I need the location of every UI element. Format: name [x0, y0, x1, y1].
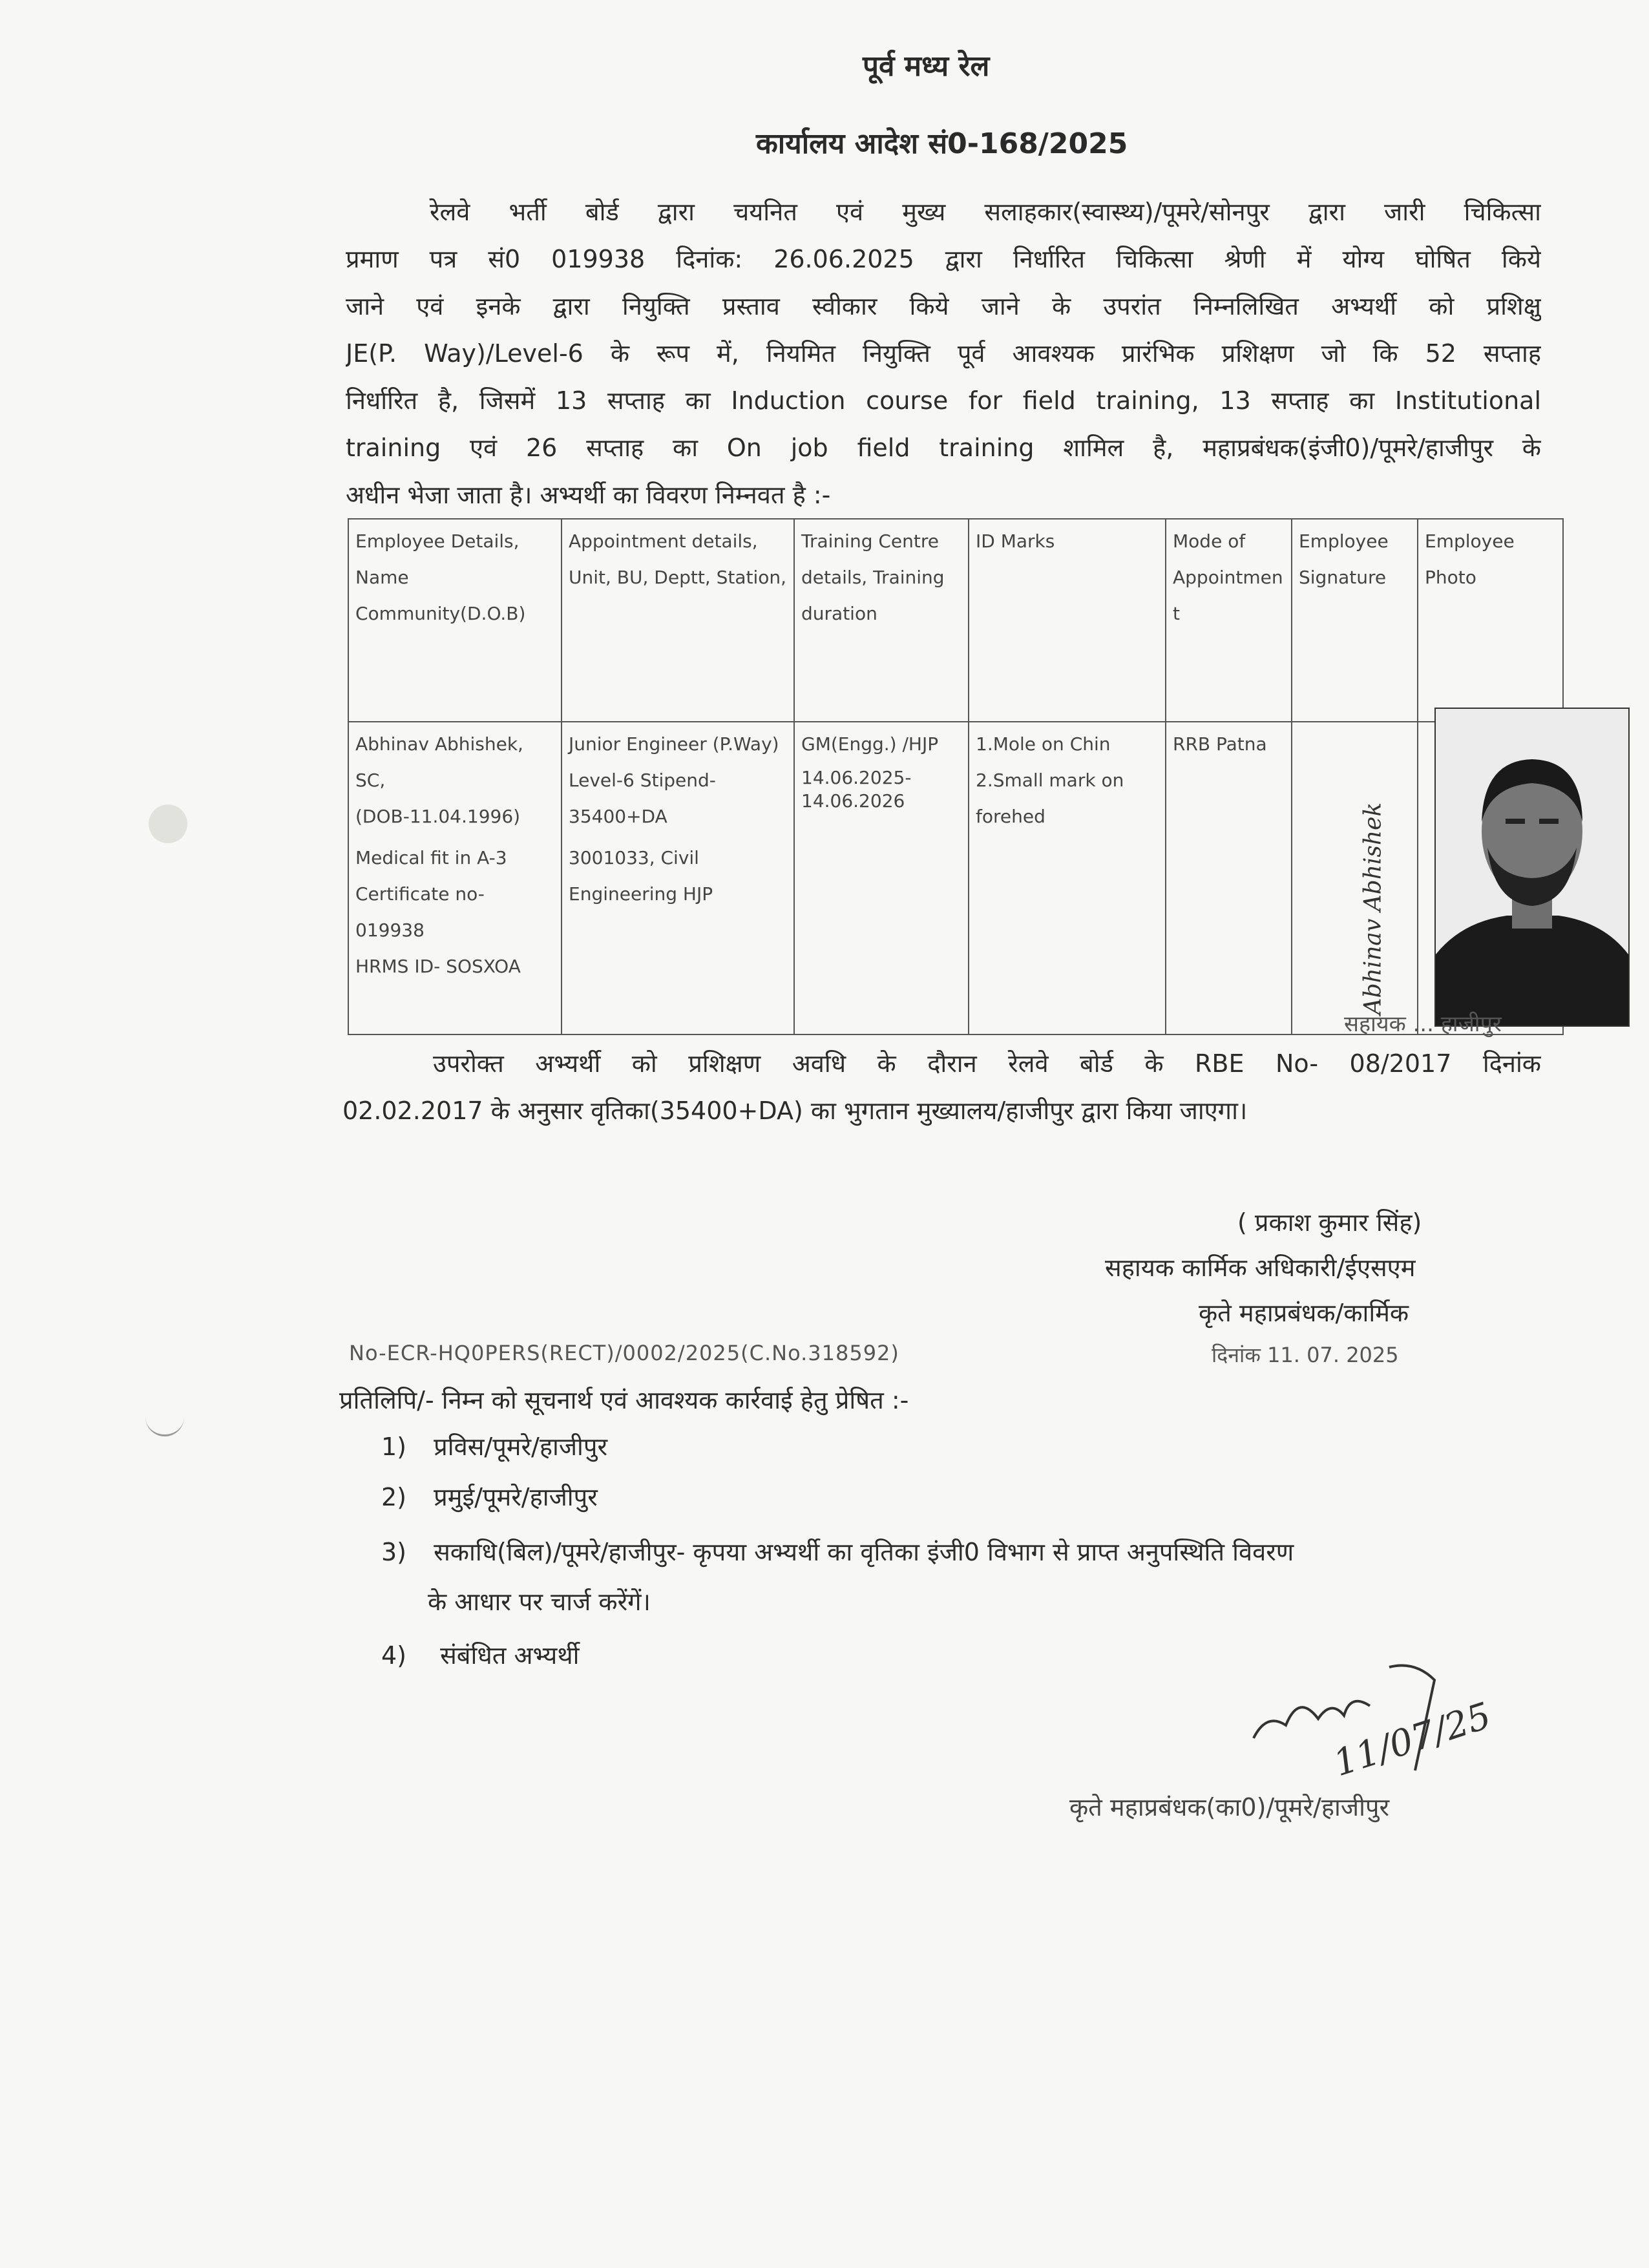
employee-medical: Medical fit in A-3 Certificate no- 019938 — [355, 847, 507, 941]
order-number: कार्यालय आदेश सं0-168/2025 — [756, 127, 1128, 160]
employee-signature — [1334, 737, 1412, 1034]
copy-to-item — [381, 1480, 598, 1513]
appointment-post: Junior Engineer (P.Way) Level-6 Stipend-35400+DA — [569, 733, 779, 827]
stipend-line: उपरोक्त अभ्यर्थी को प्रशिक्षण अवधि के दौरान रेलवे बोर्ड के RBE No- 08/2017 दिनांक — [433, 1049, 1541, 1078]
intro-line: अधीन भेजा जाता है। अभ्यर्थी का विवरण निम्नवत है :- — [346, 481, 831, 509]
order-date: दिनांक 11. 07. 2025 — [1212, 1343, 1399, 1367]
training-duration: 14.06.2025- 14.06.2026 — [801, 767, 912, 812]
copy-item-number: 1) — [381, 1433, 407, 1461]
cell-id-marks — [969, 722, 1166, 1034]
copy-item-text: संबंधित अभ्यर्थी — [440, 1641, 580, 1670]
appointment-unit: 3001033, Civil Engineering HJP — [569, 847, 713, 905]
copy-to-item — [381, 1535, 1294, 1568]
punch-hole-mark — [145, 1415, 184, 1436]
bottom-signatory-for: कृते महाप्रबंधक(का0)/पूमरे/हाजीपुर — [1069, 1793, 1390, 1822]
intro-line: जाने एवं इनके द्वारा नियुक्ति प्रस्ताव स्वीकार किये जाने के उपरांत निम्नलिखित अभ्यर्थी को प्रशिक्षु — [346, 292, 1541, 320]
header-mode-of-appointment: Mode of Appointment — [1166, 519, 1292, 722]
intro-line: training एवं 26 सप्ताह का On job field training शामिल है, महाप्रबंधक(इंजी0)/पूमरे/हाजीपुर के — [346, 434, 1541, 462]
copy-to-heading: प्रतिलिपि/- निम्न को सूचनार्थ एवं आवश्यक कार्रवाई हेतु प्रेषित :- — [339, 1386, 909, 1414]
copy-item-text: प्रविस/पूमरे/हाजीपुर — [434, 1433, 608, 1461]
copy-to-item — [381, 1429, 607, 1463]
handwritten-initials — [1241, 1654, 1512, 1796]
header-employee-photo: Employee Photo — [1418, 519, 1563, 722]
intro-paragraph — [346, 189, 1541, 519]
office-stamp — [1344, 1008, 1502, 1038]
copy-item-number: 3) — [381, 1538, 407, 1566]
copy-item-number: 2) — [381, 1483, 407, 1511]
signature-text: Abhinav Abhishek — [1360, 802, 1387, 1015]
reference-number: No-ECR-HQ0PERS(RECT)/0002/2025(C.No.318592) — [349, 1341, 899, 1365]
intro-line: JE(P. Way)/Level-6 के रूप में, नियमित नियुक्ति पूर्व आवश्यक प्रारंभिक प्रशिक्षण जो कि 52 सप्ताह — [346, 339, 1541, 368]
mode-of-appointment: RRB Patna — [1173, 733, 1267, 755]
intro-line: रेलवे भर्ती बोर्ड द्वारा चयनित एवं मुख्य सलाहकार(स्वास्थ्य)/पूमरे/सोनपुर द्वारा जारी चिकित्सा — [430, 198, 1541, 226]
training-centre: GM(Engg.) /HJP — [801, 733, 939, 755]
table-header-row — [348, 519, 1563, 722]
cell-employee — [348, 722, 562, 1034]
cell-training — [794, 722, 969, 1034]
id-mark-2: 2.Small mark on forehed — [976, 770, 1124, 827]
employee-hrms-id: HRMS ID- SOSXOA — [355, 956, 521, 977]
handwritten-date: 11/07/25 — [1329, 1694, 1497, 1785]
signatory-name: ( प्रकाश कुमार सिंह) — [1237, 1208, 1422, 1237]
stamp-text: सहायक ... हाजीपुर — [1344, 1011, 1502, 1037]
org-heading: पूर्व मध्य रेल — [863, 50, 990, 83]
signatory-for: कृते महाप्रबंधक/कार्मिक — [1199, 1299, 1409, 1327]
copy-item-text: सकाधि(बिल)/पूमरे/हाजीपुर- कृपया अभ्यर्थी का वृतिका इंजी0 विभाग से प्राप्त अनुपस्थिति विवरण — [434, 1538, 1294, 1566]
stipend-line: 02.02.2017 के अनुसार वृतिका(35400+DA) का भुगतान मुख्यालय/हाजीपुर द्वारा किया जाएगा। — [342, 1097, 1248, 1125]
header-appointment-details: Appointment details, Unit, BU, Deptt, Station, — [562, 519, 794, 722]
header-id-marks: ID Marks — [969, 519, 1166, 722]
signatory-designation: सहायक कार्मिक अधिकारी/ईएसएम — [1105, 1254, 1416, 1282]
employee-name-community: Abhinav Abhishek, SC, — [355, 733, 523, 791]
header-employee-signature: Employee Signature — [1292, 519, 1418, 722]
copy-item-continuation: के आधार पर चार्ज करेंगें। — [428, 1588, 651, 1616]
stipend-paragraph — [342, 1040, 1541, 1135]
intro-line: निर्धारित है, जिसमें 13 सप्ताह का Induction course for field training, 13 सप्ताह का Institutional — [346, 386, 1541, 415]
intro-line: प्रमाण पत्र सं0 019938 दिनांक: 26.06.2025 द्वारा निर्धारित चिकित्सा श्रेणी में योग्य घोषित किये — [346, 245, 1541, 273]
copy-item-text: प्रमुई/पूमरे/हाजीपुर — [434, 1483, 598, 1511]
header-training-centre: Training Centre details, Training duration — [794, 519, 969, 722]
cell-mode — [1166, 722, 1292, 1034]
id-mark-1: 1.Mole on Chin — [976, 733, 1111, 755]
employee-dob: (DOB-11.04.1996) — [355, 806, 521, 827]
copy-to-item — [381, 1638, 579, 1672]
cell-appointment — [562, 722, 794, 1034]
scan-speck — [149, 804, 187, 843]
header-employee-details: Employee Details, Name Community(D.O.B) — [348, 519, 562, 722]
candidate-photo — [1434, 708, 1630, 1027]
copy-item-number: 4) — [381, 1641, 407, 1670]
